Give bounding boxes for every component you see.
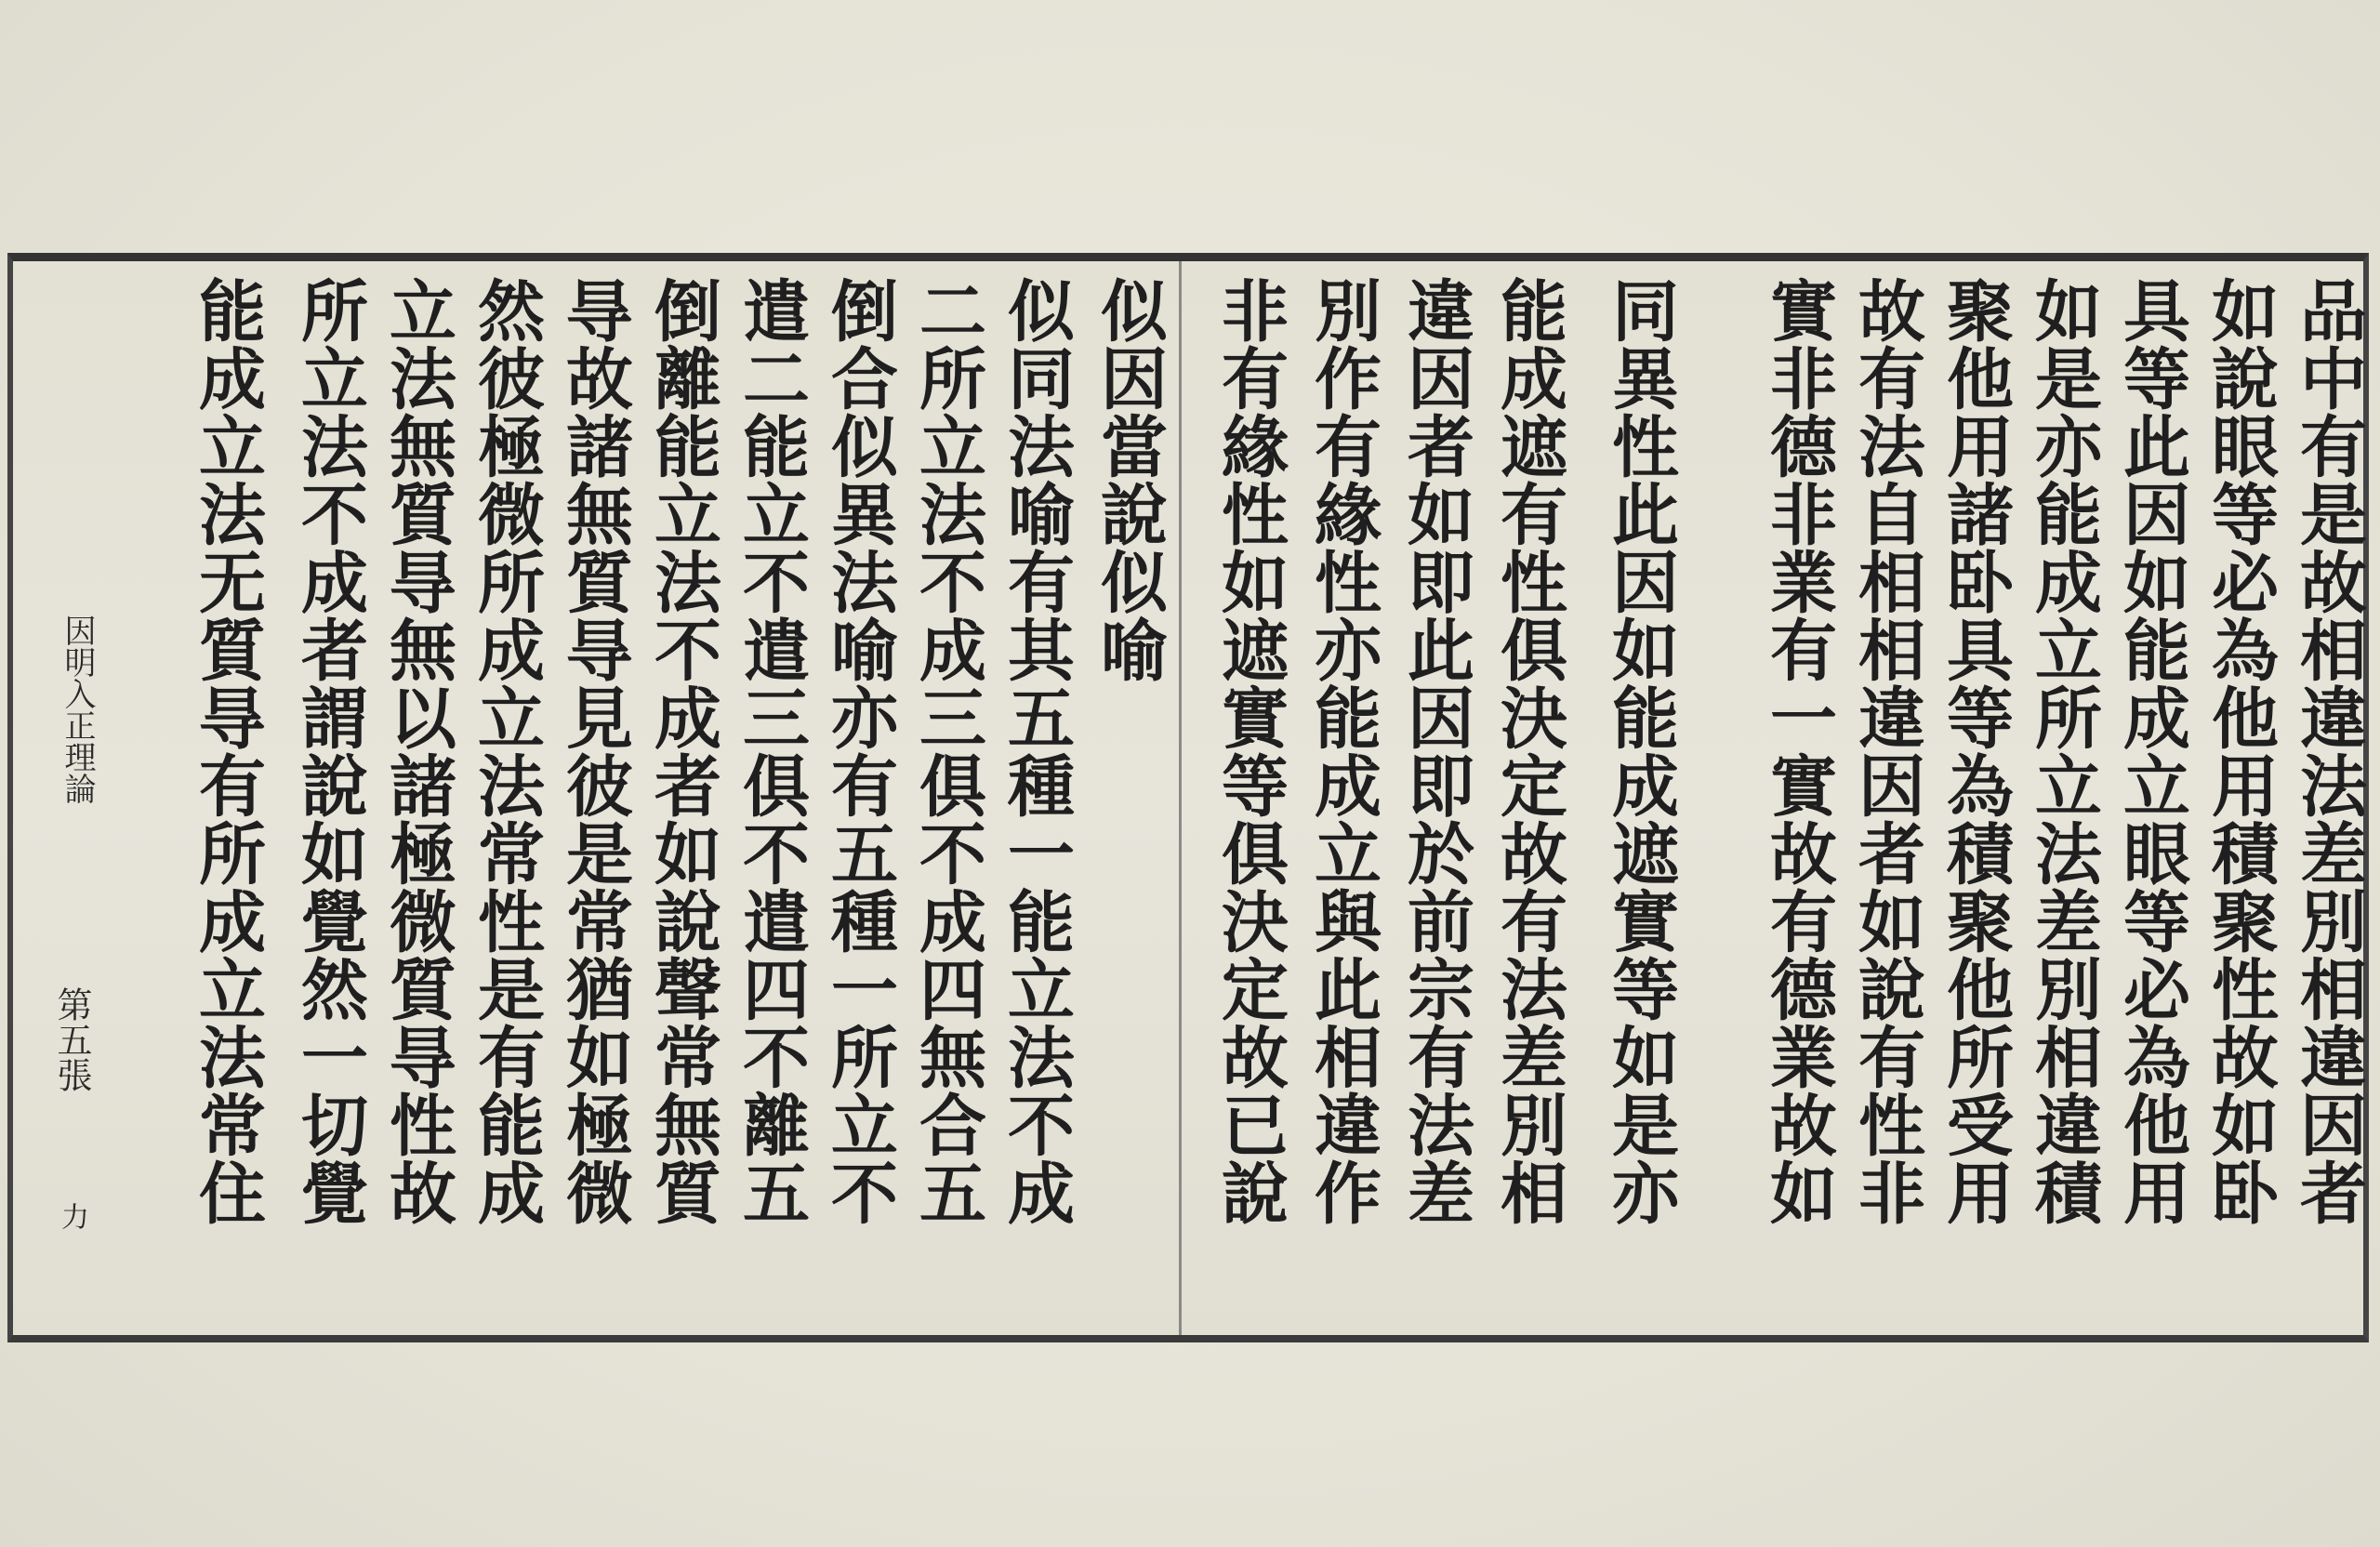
text-column: 能成遮有性俱決定故有法差別相 bbox=[1489, 276, 1568, 1226]
text-column: 故有法自相相違因者如說有性非 bbox=[1847, 276, 1926, 1226]
text-column: 同異性此因如能成遮實等如是亦 bbox=[1601, 276, 1680, 1226]
text-column: 如說眼等必為他用積聚性故如卧 bbox=[2201, 276, 2280, 1226]
text-column: 別作有緣性亦能成立與此相違作 bbox=[1303, 276, 1382, 1226]
text-column: 㝵故諸無質㝵見彼是常猶如極微 bbox=[555, 276, 634, 1226]
book-title-label: 因明入正理論 bbox=[59, 615, 96, 804]
text-column: 倒離能立法不成者如說聲常無質 bbox=[643, 276, 722, 1226]
text-column: 非有緣性如遮實等俱決定故已說 bbox=[1210, 276, 1289, 1226]
text-column: 如是亦能成立所立法差別相違積 bbox=[2024, 276, 2103, 1226]
text-column: 遣二能立不遣三俱不遣四不離五 bbox=[732, 276, 811, 1226]
text-column: 品中有是故相違法差別相違因者 bbox=[2289, 276, 2368, 1226]
section-heading-column: 似因當說似喻 bbox=[1090, 276, 1169, 683]
text-column: 違因者如即此因即於前宗有法差 bbox=[1396, 276, 1475, 1226]
text-column: 似同法喻有其五種一能立法不成 bbox=[997, 276, 1076, 1226]
text-column: 所立法不成者謂說如覺然一切覺 bbox=[290, 276, 369, 1226]
page-number-label: 第五張 bbox=[51, 986, 92, 1092]
text-column: 聚他用諸卧具等為積聚他所受用 bbox=[1936, 276, 2015, 1226]
carver-mark: 力 bbox=[56, 1202, 88, 1230]
text-column: 能成立法无質㝵有所成立法常住 bbox=[188, 276, 267, 1226]
text-column: 然彼極微所成立法常性是有能成 bbox=[467, 276, 546, 1226]
text-column: 二所立法不成三俱不成四無合五 bbox=[908, 276, 987, 1226]
text-column: 立法無質㝵無以諸極微質㝵性故 bbox=[378, 276, 457, 1226]
woodblock-print-frame bbox=[7, 253, 2369, 1342]
text-column: 具等此因如能成立眼等必為他用 bbox=[2112, 276, 2191, 1226]
text-column: 實非德非業有一實故有德業故如 bbox=[1759, 276, 1838, 1226]
text-column: 倒合似異法喻亦有五種一所立不 bbox=[820, 276, 899, 1226]
center-fold-divider bbox=[1179, 261, 1182, 1335]
